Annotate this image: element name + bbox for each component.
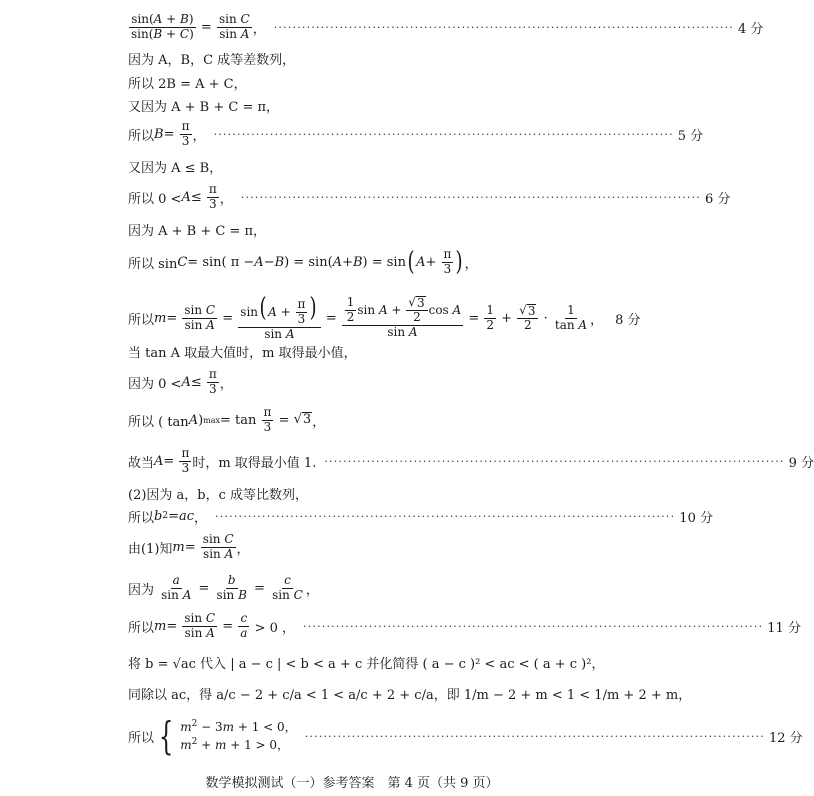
equation-b-value: 所以 B = $\frac{\pi}{3}$ ， [128,118,206,148]
fraction: sin( A + $\frac{\pi}{3}$ ) sin A [238,295,320,342]
text-line: 因为 A + B + C = π， [128,223,267,239]
fraction: $\frac{1}{\text{tan A}}$ [554,302,588,332]
equation-sin-c: 所以 sin C = sin( π − A − B ) = sin( A + B ) = sin ( A + $\frac{\pi}{3}$ ) ， [128,246,478,277]
leader-dots: ·································································································· [213,127,674,141]
score-label: 6 分 [705,191,731,207]
conclusion-min-m: 故当 A = $\frac{\pi}{3}$ 时，m 取得最小值 1. [128,445,317,475]
fraction: $\frac{\text{sin C}}{\text{sin A}}$ [184,610,216,640]
line-9 [128,244,598,280]
line-20 [128,651,605,673]
fraction: $\frac{\text{sin C}}{\text{sin A}}$ [218,11,250,41]
text-line: 因为 A，B，C 成等差数列， [128,52,296,68]
fraction: $\frac{\pi}{3}$ [181,445,190,475]
fraction: $\frac{c}{\text{sin C}}$ [272,572,303,602]
line-4 [128,95,598,115]
line-7 [128,181,731,213]
fraction: $\frac{1}{2}$ [486,302,494,332]
line-17 [128,531,598,563]
fraction: $\frac{\pi}{3}$ [181,118,190,148]
text-line: 又因为 A ≤ B， [128,160,223,176]
line-5 [128,118,704,150]
line-2 [128,48,598,68]
fraction: $\frac{\text{sin C}}{\text{sin A}}$ [184,302,216,332]
equation-tan-max: 所以 ( tan A ) max = tan $\frac{\pi}{3}$ = √ 3 ， [128,404,326,434]
text-line: 所以 2B = A + C， [128,76,247,92]
fraction: $\frac{\pi}{3}$ [263,404,272,434]
line-15 [128,483,598,503]
line-22 [128,712,803,760]
line-10 [128,288,641,348]
score-label: 10 分 [679,510,713,526]
score-label: 11 分 [767,620,801,636]
leader-dots: ·································································································· [304,729,765,743]
text-line: 又因为 A + B + C = π， [128,99,280,115]
score-label: 4 分 [737,21,764,37]
fraction: $\frac{\sin(A + B)}{\sin(B + C)}$ [131,11,194,41]
page-footer: 数学模拟测试（一）参考答案 第 4 页（共 9 页） [205,776,499,791]
leader-dots: ·································································································· [303,619,764,633]
line-14 [128,445,814,477]
text-line: 同除以 ac，得 a/c − 2 + c/a < 1 < a/c + 2 + c/a，即 1/m − 2 + m < 1 < 1/m + 2 + m， [128,687,692,703]
fraction: $\frac{\pi}{3}$ [443,246,452,276]
line-11 [128,341,598,361]
fraction: $\frac{b}{\text{sin B}}$ [216,572,247,602]
line-13 [128,404,598,436]
fraction: √ 3 2 [517,304,538,333]
equation-sine-ratio: $\frac{\sin(A + B)}{\sin(B + C)}$ = $\frac{\text{sin C}}{\text{sin A}}$ ， [131,11,266,41]
text-fragment: 时，m 取得最小值 1. [192,455,317,471]
leader-dots: ·································································································· [273,20,734,34]
fraction: $\frac{a}{\text{sin A}}$ [161,572,192,602]
inequality-a-range: 所以 0 < A ≤ $\frac{\pi}{3}$ ， [128,181,233,211]
line-12 [128,366,598,398]
line-18 [128,572,598,604]
line-19 [128,610,801,642]
equation-m-positive: 所以 m = $\frac{\text{sin C}}{\text{sin A}}$ = $\frac{c}{a}$ > 0 ， [128,610,295,640]
line-21 [128,681,692,705]
equation-m-def: 由(1)知 m = $\frac{\text{sin C}}{\text{sin A}}$ ， [128,531,250,561]
score-label: 12 分 [768,730,803,746]
text-line: 将 b = √ac 代入 | a − c | < b < a + c 并化简得 ( a − c )² < ac < ( a + c )²， [128,656,605,672]
score-label: 5 分 [677,128,704,144]
score-label: 8 分 [615,312,641,328]
equation-m-expression: 所以 m = $\frac{\text{sin C}}{\text{sin A}}$ = sin( A + $\frac{\pi}{3}$ ) sin A = $\frac{1}{2}$ sin A + √ 3 2 cos A sin A = $\frac{1}{2}$ + √ 3 2 · $\frac{1}{\text{tan A}}$ ， [128,292,604,341]
text-line: 当 tan A 取最大值时，m 取得最小值， [128,345,357,361]
score-label: 9 分 [788,455,814,471]
inequality-a-range: 因为 0 < A ≤ $\frac{\pi}{3}$ ， [128,366,233,396]
fraction: $\frac{\pi}{3}$ [208,181,217,211]
text-line: (2)因为 a，b，c 成等比数列， [128,487,309,503]
line-8 [128,219,598,239]
line-1 [128,10,764,44]
leader-dots: ·································································································· [215,509,676,523]
inequality-system: 所以 { $m^2 - 3m + 1 < 0$， $m^2 + m + 1 > 0$， [128,714,297,758]
leader-dots: ·································································································· [324,454,785,468]
line-3 [128,72,598,92]
law-of-sines: 因为 $\frac{a}{\text{sin A}}$ = $\frac{b}{\text{sin B}}$ = $\frac{c}{\text{sin C}}$ ， [128,572,319,602]
fraction: $\frac{1}{2}$ sin A + √ 3 2 cos A sin A [342,296,463,340]
line-16 [128,506,713,526]
equation-b-squared: 所以 b 2 = ac ， [128,508,208,526]
fraction: $\frac{\pi}{3}$ [208,366,217,396]
fraction: $\frac{\text{sin C}}{\text{sin A}}$ [202,531,234,561]
line-6 [128,156,598,176]
fraction: $\frac{c}{a}$ [240,610,248,640]
leader-dots: ·································································································· [240,190,702,204]
